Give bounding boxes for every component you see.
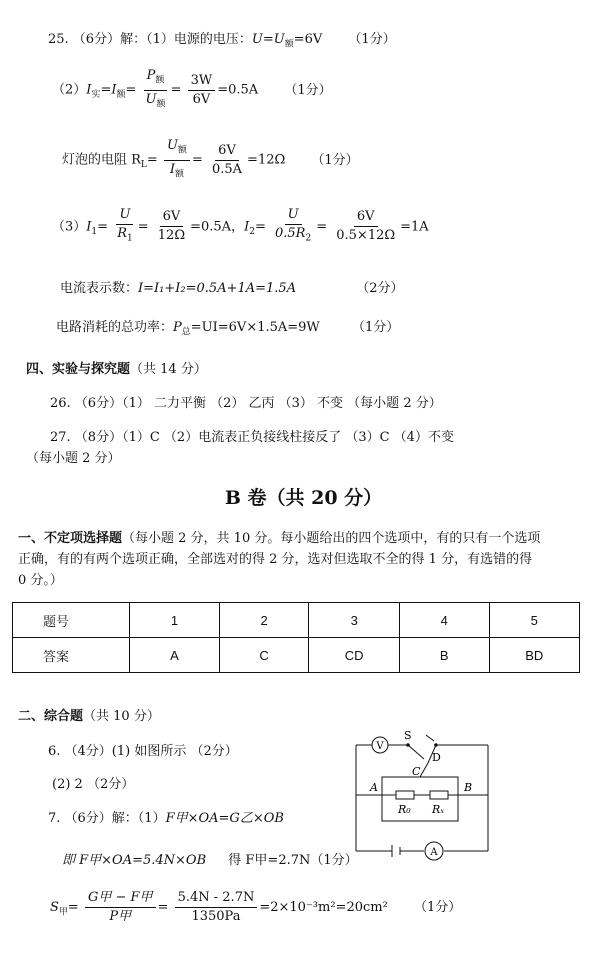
q25-p3-f4-n: 6V bbox=[354, 209, 378, 227]
q25-rl-score: （1分） bbox=[311, 152, 359, 168]
q26-answer: 26. （6分）（1） 二力平衡 （2） 乙丙 （3） 不变 （每小题 2 分） bbox=[50, 396, 442, 411]
partb-s1-text1: （每小题 2 分，共 10 分。每小题给出的四个选项中，有的只有一个选项 bbox=[122, 531, 541, 546]
table-row bbox=[13, 603, 580, 638]
q27-answer-line2: （每小题 2 分） bbox=[26, 451, 121, 466]
section4-heading bbox=[26, 358, 207, 377]
q25-p2-score: （1分） bbox=[284, 82, 332, 98]
q25-u-rated: U bbox=[273, 32, 285, 47]
q25-p3-i2: I bbox=[244, 219, 250, 235]
q25-p3-eq3: = bbox=[254, 219, 266, 235]
q25-rl bbox=[62, 138, 359, 182]
q25-rl-f1-d-sub: 额 bbox=[175, 169, 185, 180]
q25-p3-f2-d: 12Ω bbox=[157, 228, 186, 244]
switch-node-icon bbox=[434, 743, 438, 747]
q25-p3-i1-sub: 1 bbox=[91, 226, 98, 237]
q25-current-score: （2分） bbox=[356, 281, 404, 296]
partb-s2-note: （共 10 分） bbox=[83, 709, 160, 724]
q25-rl-f1-n-sub: 额 bbox=[177, 145, 187, 156]
s-f2-n: 5.4N - 2.7N bbox=[175, 890, 258, 908]
q25-rl-eq2: = bbox=[191, 152, 203, 168]
s-frac1 bbox=[85, 890, 156, 925]
q25-power-p: P bbox=[173, 320, 182, 335]
q6-line2: (2) 2 （2分） bbox=[52, 777, 135, 792]
partb-title: B 卷（共 20 分） bbox=[224, 487, 383, 509]
circuit-s-label: S bbox=[404, 729, 412, 742]
circuit-r0-label: R₀ bbox=[398, 803, 411, 816]
switch-node-icon bbox=[406, 743, 410, 747]
s-score: （1分） bbox=[413, 900, 462, 915]
q25-p2-f1-d: U bbox=[145, 91, 157, 107]
q25-power-label: 电路消耗的总功率： bbox=[56, 320, 174, 335]
q25-p2-result: =0.5A bbox=[217, 82, 259, 98]
q25-p2-i2: I bbox=[111, 82, 117, 98]
q25-rl-frac1 bbox=[164, 138, 190, 182]
q25-rl-sub: L bbox=[140, 160, 147, 171]
q25-p3-f1-d: R bbox=[117, 226, 127, 241]
circuit-d-label: D bbox=[432, 751, 441, 764]
q25-score: （1分） bbox=[348, 32, 396, 47]
table-row bbox=[13, 638, 580, 673]
q7-head: 7. （6分）解：（1） bbox=[48, 811, 166, 826]
q25-p3-f4-d: 0.5×12Ω bbox=[336, 228, 396, 244]
q25-current bbox=[60, 277, 404, 296]
q7-line2 bbox=[62, 849, 358, 868]
table-cell: 答案 bbox=[13, 638, 130, 673]
q25-p2-f2-n: 3W bbox=[188, 73, 216, 91]
q25-rl-result: =12Ω bbox=[247, 152, 286, 168]
q25-rl-eq: = bbox=[146, 152, 158, 168]
s-frac2 bbox=[175, 890, 258, 925]
q25-p3-eq: = bbox=[97, 219, 109, 235]
q25-p2-frac2 bbox=[188, 73, 216, 108]
q25-power-sub: 总 bbox=[181, 327, 191, 338]
q25-p3-f3-d-sub: 2 bbox=[305, 233, 312, 244]
answer-table bbox=[12, 602, 580, 673]
table-cell: CD bbox=[309, 638, 399, 673]
circuit-ammeter-label: A bbox=[430, 847, 438, 858]
partb-s2-title: 二、综合题 bbox=[18, 709, 84, 724]
q25-part3 bbox=[52, 207, 429, 247]
q25-p3-i2-sub: 2 bbox=[249, 226, 255, 237]
table-cell: 4 bbox=[399, 603, 489, 638]
partb-s1-title: 一、不定项选择题 bbox=[18, 531, 123, 546]
circuit-v-label: V bbox=[376, 741, 384, 752]
circuit-c-label: C bbox=[412, 765, 421, 778]
section4-note: （共 14 分） bbox=[130, 362, 207, 377]
table-cell: 5 bbox=[489, 603, 579, 638]
q25-p3-frac2 bbox=[155, 209, 188, 244]
q25-p2-sub-e: 额 bbox=[116, 90, 126, 101]
q25-part2 bbox=[52, 68, 332, 112]
q25-u: U bbox=[251, 32, 263, 47]
q25-p3-f2-n: 6V bbox=[160, 209, 184, 227]
table-cell: 1 bbox=[130, 603, 220, 638]
s-sub: 甲 bbox=[58, 907, 68, 918]
s-f2-d: 1350Pa bbox=[191, 909, 241, 924]
q25-p3-prefix: （3） bbox=[52, 219, 87, 235]
q25-head: 25. （6分）解：（1）电源的电压： bbox=[48, 32, 252, 47]
q25-p3-frac3 bbox=[272, 207, 314, 247]
q25-rl-f1-n: U bbox=[166, 138, 178, 153]
q25-p3-f3-n: U bbox=[285, 207, 302, 225]
table-cell: 2 bbox=[219, 603, 309, 638]
table-cell: B bbox=[399, 638, 489, 673]
table-cell: BD bbox=[489, 638, 579, 673]
partb-s2-heading bbox=[18, 705, 160, 724]
q6-line1: 6. （4分）(1) 如图所示 （2分） bbox=[48, 744, 238, 759]
voltmeter-icon bbox=[372, 737, 388, 753]
q25-eq: = bbox=[262, 32, 274, 47]
s-f1-n: G甲 − F甲 bbox=[85, 890, 156, 908]
q7-area-formula bbox=[50, 890, 461, 925]
circuit-b-label: B bbox=[464, 781, 473, 794]
q25-p3-eq2: = bbox=[137, 219, 149, 235]
q25-p2-eq3: = bbox=[170, 82, 182, 98]
q25-current-label: 电流表示数： bbox=[60, 281, 139, 296]
circuit-diagram bbox=[352, 727, 492, 867]
q25-line1 bbox=[48, 28, 396, 50]
q25-p3-eq4: = bbox=[316, 219, 328, 235]
q25-p2-f2-d: 6V bbox=[192, 91, 211, 107]
q25-power bbox=[56, 316, 399, 338]
table-cell: 3 bbox=[309, 603, 399, 638]
q25-p3-f1-n: U bbox=[116, 207, 133, 225]
q25-p3-f1-d-sub: 1 bbox=[127, 233, 133, 244]
q25-p3-f3-d: 0.5R bbox=[275, 226, 306, 241]
s-eq: = bbox=[67, 900, 79, 915]
q25-p2-eq2: = bbox=[125, 82, 137, 98]
q25-rl-f2-d: 0.5A bbox=[211, 161, 243, 177]
s-f1-d: P甲 bbox=[109, 909, 132, 924]
q25-p3-res1: =0.5A， bbox=[190, 219, 245, 235]
table-cell: A bbox=[130, 638, 220, 673]
partb-s1-line1 bbox=[18, 527, 540, 546]
q7-formula: F甲×OA=G乙×OB bbox=[165, 811, 284, 826]
section4-title: 四、实验与探究题 bbox=[26, 362, 131, 377]
s-label: S bbox=[50, 900, 59, 915]
q25-p3-res2: =1A bbox=[400, 219, 429, 235]
q25-p2-f1-n-sub: 额 bbox=[155, 75, 165, 86]
s-eq2: = bbox=[157, 900, 169, 915]
q25-rated-sub: 额 bbox=[284, 39, 294, 50]
ammeter-icon bbox=[425, 842, 443, 860]
q25-p3-i1: I bbox=[86, 219, 92, 235]
q25-p2-f1-d-sub: 额 bbox=[156, 99, 166, 110]
q7-line2a: 即 F甲×OA=5.4N×OB bbox=[62, 853, 207, 868]
q25-current-formula: I=I₁+I₂=0.5A+1A=1.5A bbox=[138, 281, 297, 296]
table-cell: 题号 bbox=[13, 603, 130, 638]
partb-s1-text3: 0 分。） bbox=[18, 573, 63, 588]
q25-p2-eq: = bbox=[100, 82, 112, 98]
q25-power-rest: =UI=6V×1.5A=9W bbox=[190, 320, 320, 335]
circuit-a-label: A bbox=[370, 781, 378, 794]
table-cell: C bbox=[219, 638, 309, 673]
q25-power-score: （1分） bbox=[351, 320, 400, 335]
q25-val: =6V bbox=[293, 32, 323, 47]
q25-rl-prefix: 灯泡的电阻 R bbox=[62, 152, 141, 168]
circuit-rx-label: Rₓ bbox=[432, 803, 445, 816]
q25-p2-sub-shi: 实 bbox=[91, 90, 101, 101]
q25-p2-prefix: （2） bbox=[52, 82, 87, 98]
q25-rl-f2-n: 6V bbox=[215, 143, 239, 161]
s-result: =2×10⁻³m²=20cm² bbox=[259, 900, 388, 915]
q7-line1 bbox=[48, 807, 284, 826]
q7-line2b: 得 F甲=2.7N（1分） bbox=[228, 853, 358, 868]
q25-p3-frac4 bbox=[333, 209, 398, 244]
q25-p2-i: I bbox=[86, 82, 92, 98]
q27-answer-line1: 27. （8分）（1）C （2）电流表正负接线柱接反了 （3）C （4）不变 bbox=[50, 430, 454, 445]
q25-rl-frac2 bbox=[209, 143, 245, 178]
q25-p2-frac1 bbox=[143, 68, 169, 112]
partb-s1-text2: 正确，有的有两个选项正确，全部选对的得 2 分，选对但选取不全的得 1 分，有选错的得 bbox=[18, 552, 533, 567]
q25-p3-frac1 bbox=[114, 207, 136, 247]
q25-rl-f1-d: I bbox=[169, 161, 175, 177]
q25-p2-f1-n: P bbox=[146, 68, 156, 83]
